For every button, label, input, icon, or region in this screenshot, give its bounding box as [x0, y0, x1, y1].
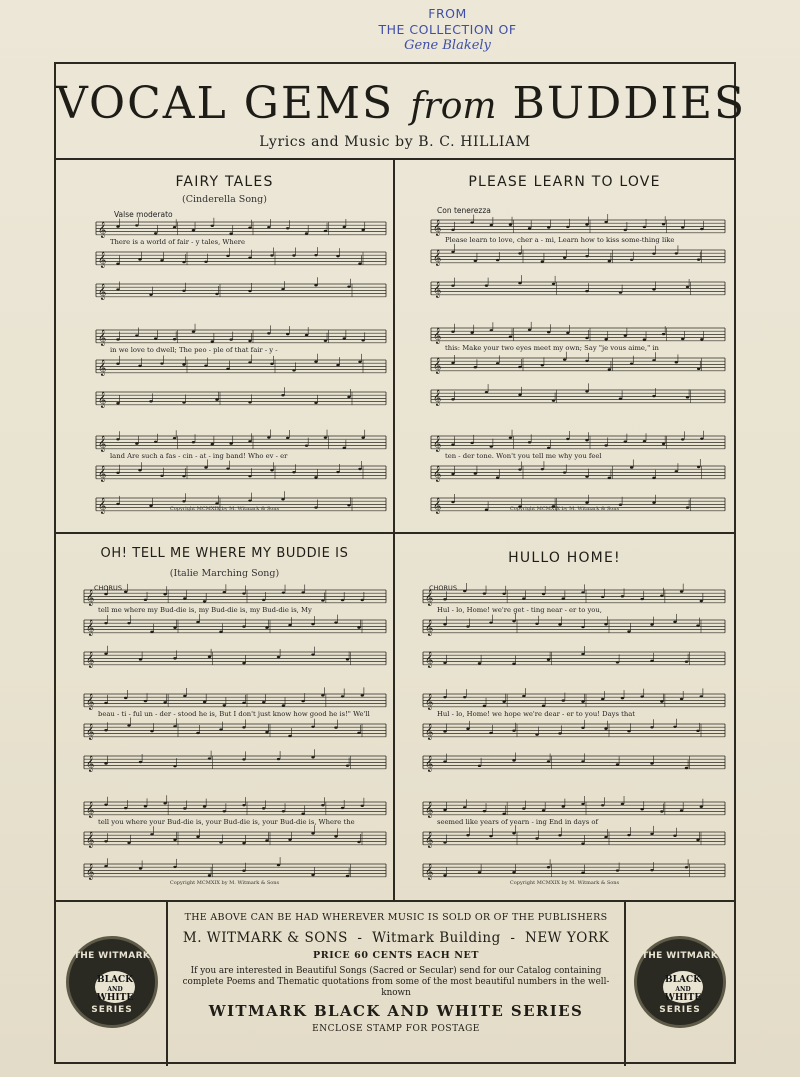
witmark-series-badge-right: [634, 936, 726, 1028]
song-panel-tell-me-where-my-buddie-is: [56, 534, 393, 900]
svg-text:𝄞: 𝄞: [98, 330, 107, 346]
svg-text:𝄞: 𝄞: [86, 724, 95, 740]
svg-text:𝄞: 𝄞: [86, 694, 95, 710]
svg-text:𝄞: 𝄞: [433, 466, 442, 482]
song-title: OH! TELL ME WHERE MY BUDDIE IS: [100, 546, 349, 561]
svg-text:𝄞: 𝄞: [98, 392, 107, 408]
svg-text:𝄞: 𝄞: [98, 284, 107, 300]
svg-text:𝄞: 𝄞: [425, 802, 434, 818]
title-from: from: [410, 86, 497, 127]
lyric-line: tell me where my Bud-die is, my Bud-die is, my Bud-die is, My: [98, 606, 312, 614]
music-system: [395, 534, 734, 900]
svg-text:𝄞: 𝄞: [425, 832, 434, 848]
svg-text:𝄞: 𝄞: [425, 652, 434, 668]
svg-text:𝄞: 𝄞: [98, 360, 107, 376]
lyric-line: in we love to dwell; The peo - ple of that fair - y -: [110, 346, 278, 354]
badge-and: AND: [675, 986, 691, 993]
music-staff: [84, 614, 386, 640]
svg-text:𝄞: 𝄞: [433, 498, 442, 514]
music-system: [56, 160, 393, 532]
music-staff: [423, 718, 725, 744]
publisher-info: [168, 902, 624, 1062]
svg-text:𝄞: 𝄞: [98, 222, 107, 238]
song-title: PLEASE LEARN TO LOVE: [468, 174, 661, 190]
publisher-address: M. WITMARK & SONS - Witmark Building - NEW YORK: [182, 930, 610, 946]
music-staff: [96, 492, 386, 518]
badge-bottom-text: SERIES: [91, 1005, 133, 1015]
music-staff: [431, 276, 725, 302]
lyric-line: Hul - lo, Home! we're get - ting near - er to you,: [437, 606, 602, 614]
svg-text:𝄞: 𝄞: [433, 282, 442, 298]
svg-text:𝄞: 𝄞: [433, 390, 442, 406]
publisher-footer: [56, 902, 734, 1062]
postage-note: ENCLOSE STAMP FOR POSTAGE: [312, 1024, 480, 1034]
copyright-notice: Copyright MCMXIX by M. Witmark & Sons: [169, 880, 280, 886]
tempo-marking: Valse moderato: [114, 210, 173, 219]
music-staff: [423, 614, 725, 640]
publisher-name: M. WITMARK & SONS: [182, 930, 348, 946]
publisher-building: Witmark Building: [372, 930, 501, 946]
svg-text:𝄞: 𝄞: [433, 328, 442, 344]
svg-text:𝄞: 𝄞: [86, 590, 95, 606]
badge-center: [663, 971, 703, 1003]
music-staff: [96, 354, 386, 380]
lyric-line: ten - der tone. Won't you tell me why you feel: [445, 452, 602, 460]
svg-text:𝄞: 𝄞: [98, 436, 107, 452]
lyric-line: land Are such a fas - cin - at - ing band! Who ev - er: [110, 452, 288, 460]
chorus-marking: CHORUS: [94, 584, 122, 592]
title-buddies: BUDDIES: [512, 78, 747, 129]
music-staff: [84, 826, 386, 852]
page-frame: [54, 62, 747, 1064]
song-subtitle: (Italie Marching Song): [169, 568, 280, 579]
music-staff: [423, 826, 725, 852]
lyric-line: tell you where your Bud-die is, your Bud-die is, your Bud-die is, Where the: [98, 818, 355, 826]
song-panel-hullo-home: [395, 534, 734, 900]
stamp-from: FROM: [428, 6, 467, 21]
lyric-line: this: Make your two eyes meet my own; Say "je vous aime," in: [445, 344, 659, 352]
music-system: [395, 160, 734, 532]
badge-bottom-text: SERIES: [659, 1005, 701, 1015]
svg-text:𝄞: 𝄞: [425, 590, 434, 606]
chorus-marking: CHORUS: [429, 584, 457, 592]
lyric-line: Please learn to love, cher a - mi, Learn how to kiss some-thing like: [445, 236, 675, 244]
svg-text:𝄞: 𝄞: [98, 466, 107, 482]
page-subtitle: Lyrics and Music by B. C. HILLIAM: [259, 134, 531, 150]
svg-text:𝄞: 𝄞: [425, 724, 434, 740]
svg-text:𝄞: 𝄞: [86, 652, 95, 668]
svg-text:𝄞: 𝄞: [425, 864, 434, 880]
badge-and: AND: [107, 986, 123, 993]
svg-text:𝄞: 𝄞: [98, 498, 107, 514]
tempo-marking: Con tenerezza: [437, 206, 491, 215]
song-subtitle: (Cinderella Song): [182, 194, 267, 205]
song-title: HULLO HOME!: [508, 550, 621, 566]
music-staff: [84, 646, 386, 672]
music-staff: [96, 278, 386, 304]
svg-text:𝄞: 𝄞: [425, 756, 434, 772]
song-panel-fairy-tales: [56, 160, 393, 532]
publisher-city: NEW YORK: [525, 930, 610, 946]
lyric-line: beau - ti - ful un - der - stood he is, But I don't just know how good he is!" We'll: [98, 710, 370, 718]
svg-text:𝄞: 𝄞: [425, 620, 434, 636]
stamp-collection: THE COLLECTION OF: [378, 22, 517, 37]
badge-top-text: THE WITMARK: [73, 951, 151, 961]
svg-text:𝄞: 𝄞: [433, 220, 442, 236]
lyric-line: Hul - lo, Home! we hope we're dear - er to you! Days that: [437, 710, 635, 718]
badge-black: BLACK: [665, 975, 701, 985]
lyric-line: There is a world of fair - y tales, Where: [110, 238, 246, 246]
catalog-note: If you are interested in Beautiful Songs (Sacred or Secular) send for our Catalog containing complete Poems and Thematic quotations from some of the most beautiful numbers in the well-known: [182, 966, 610, 998]
svg-text:𝄞: 𝄞: [86, 832, 95, 848]
music-staff: [96, 246, 386, 272]
collection-stamp: [360, 6, 535, 54]
svg-text:𝄞: 𝄞: [86, 864, 95, 880]
copyright-notice: Copyright MCMXIX by M. Witmark & Sons: [169, 506, 280, 512]
music-staff: [423, 750, 725, 776]
song-panel-please-learn-to-love: [395, 160, 734, 532]
music-staff: [84, 750, 386, 776]
lyric-line: seemed like years of yearn - ing End in days of: [437, 818, 599, 826]
title-vocal-gems: VOCAL GEMS: [56, 78, 395, 129]
svg-text:𝄞: 𝄞: [433, 250, 442, 266]
music-staff: [431, 460, 725, 486]
svg-text:𝄞: 𝄞: [86, 756, 95, 772]
svg-text:𝄞: 𝄞: [86, 802, 95, 818]
badge-center: [95, 971, 135, 1003]
music-staff: [431, 244, 725, 270]
badge-white: WHITE: [664, 993, 702, 1003]
copyright-notice: Copyright MCMXIX by M. Witmark & Sons: [509, 506, 620, 512]
stamp-signature: Gene Blakely: [404, 38, 491, 53]
music-staff: [96, 386, 386, 412]
music-staff: [423, 646, 725, 672]
badge-top-text: THE WITMARK: [641, 951, 719, 961]
svg-text:𝄞: 𝄞: [98, 252, 107, 268]
copyright-notice: Copyright MCMXIX by M. Witmark & Sons: [509, 880, 620, 886]
music-system: [56, 534, 393, 900]
svg-text:𝄞: 𝄞: [433, 358, 442, 374]
svg-text:𝄞: 𝄞: [86, 620, 95, 636]
badge-black: BLACK: [97, 975, 133, 985]
series-name: WITMARK BLACK AND WHITE SERIES: [208, 1002, 584, 1020]
badge-white: WHITE: [96, 993, 134, 1003]
svg-text:𝄞: 𝄞: [433, 436, 442, 452]
witmark-series-badge-left: [66, 936, 158, 1028]
music-staff: [431, 384, 725, 410]
music-staff: [431, 352, 725, 378]
availability-note: THE ABOVE CAN BE HAD WHEREVER MUSIC IS SOLD OR OF THE PUBLISHERS: [184, 912, 608, 923]
music-staff: [431, 492, 725, 518]
music-staff: [84, 718, 386, 744]
music-staff: [96, 460, 386, 486]
price-note: PRICE 60 CENTS EACH NET: [312, 950, 480, 961]
song-title: FAIRY TALES: [175, 174, 274, 190]
svg-text:𝄞: 𝄞: [425, 694, 434, 710]
footer-divider-right: [624, 902, 626, 1066]
page-title: [56, 78, 747, 129]
